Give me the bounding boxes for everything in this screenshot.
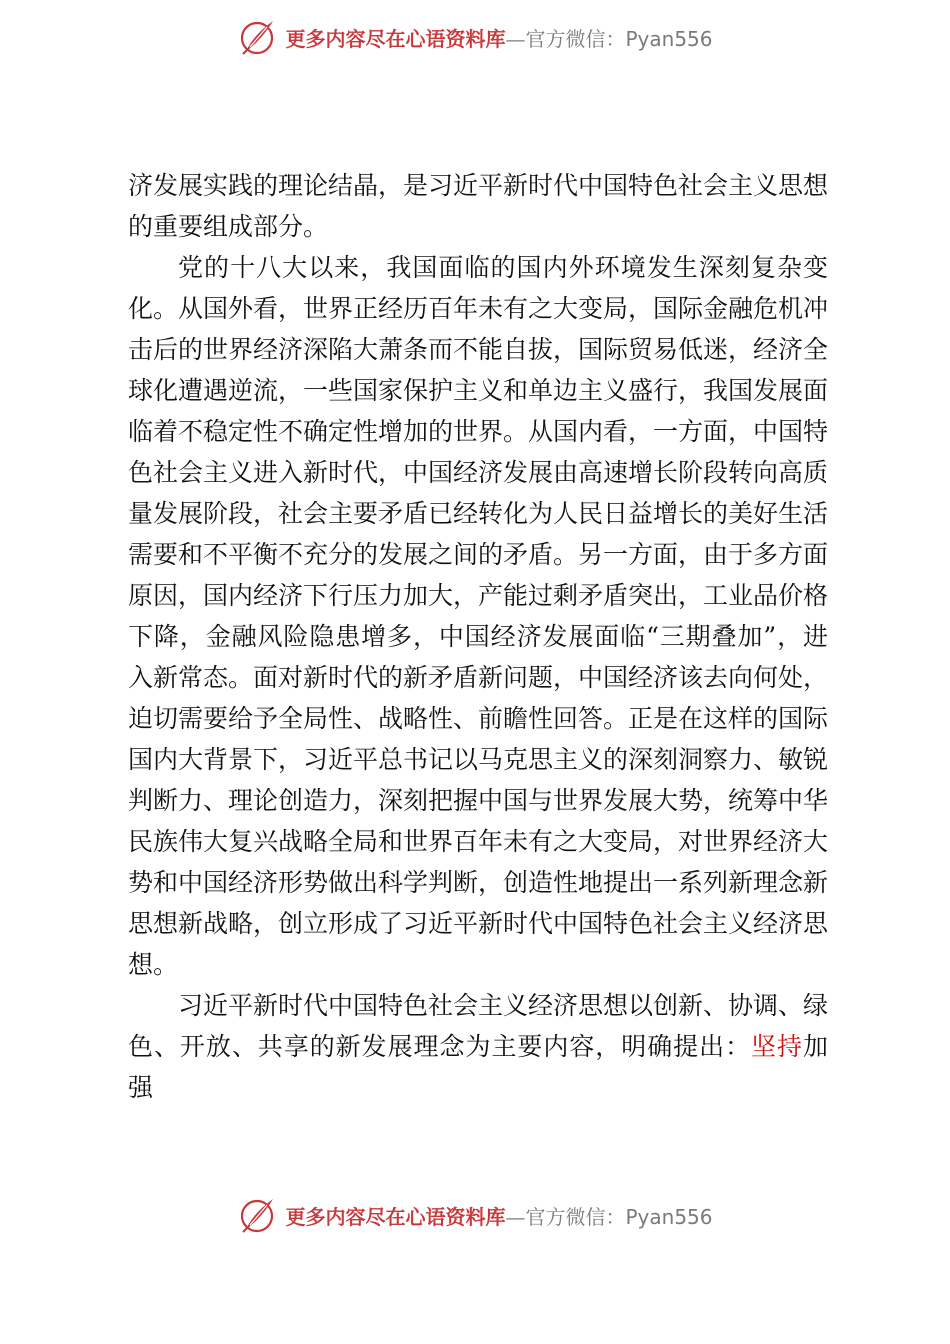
watermark-text [285,1201,712,1230]
watermark-separator: — [505,26,526,51]
paragraph-3-tail: 加强 [128,1032,828,1102]
watermark-wechat-id: Pyan556 [625,1204,713,1229]
watermark-text [285,23,712,52]
quill-pen-logo-icon [237,17,277,57]
watermark-label: 官方微信： [525,1204,626,1229]
watermark-wechat-id: Pyan556 [625,26,713,51]
footer-watermark [0,1192,950,1238]
paragraph-2: 党的十八大以来，我国面临的国内外环境发生深刻复杂变化。从国外看，世界正经历百年未有之大变局，国际金融危机冲击后的世界经济深陷大萧条而不能自拔，国际贸易低迷，经济全球化遭遇逆流，一些国家保护主义和单边主义盛行，我国发展面临着不稳定性不确定性增加的世界。从国内看，一方面，中国特色社会主义进入新时代，中国经济发展由高速增长阶段转向高质量发展阶段，社会主要矛盾已经转化为人民日益增长的美好生活需要和不平衡不充分的发展之间的矛盾。另一方面，由于多方面原因，国内经济下行压力加大，产能过剩矛盾突出，工业品价格下降，金融风险隐患增多，中国经济发展面临“三期叠加”，进入新常态。面对新时代的新矛盾新问题，中国经济该去向何处， 迫切需要给予全局性、战略性、前瞻性回答。正是在这样的国际国内大背景下，习近平总书记以马克思主义的深刻洞察力、敏锐判断力、理论创造力，深刻把握中国与世界发展大势，统筹中华民族伟大复兴战略全局和世界百年未有之大变局，对世界经济大势和中国经济形势做出科学判断，创造性地提出一系列新理念新思想新战略，创立形成了习近平新时代中国特色社会主义经济思想。 [128,253,829,979]
paragraph-1: 济发展实践的理论结晶，是习近平新时代中国特色社会主义思想的重要组成部分。 [128,171,829,241]
watermark-main-text: 更多内容尽在心语资料库 [285,26,506,51]
paragraph-3 [128,985,828,1108]
watermark-separator: — [505,1204,526,1229]
quill-pen-logo-icon [237,1195,277,1235]
watermark-label: 官方微信： [525,26,626,51]
paragraph-3-text: 习近平新时代中国特色社会主义经济思想以创新、协调、绿色、开放、共享的新发展理念为主要内容，明确提出： [128,991,829,1061]
watermark-main-text: 更多内容尽在心语资料库 [285,1204,506,1229]
highlighted-text: 坚持 [751,1032,803,1061]
document-body [128,165,828,1108]
header-watermark [0,14,950,60]
